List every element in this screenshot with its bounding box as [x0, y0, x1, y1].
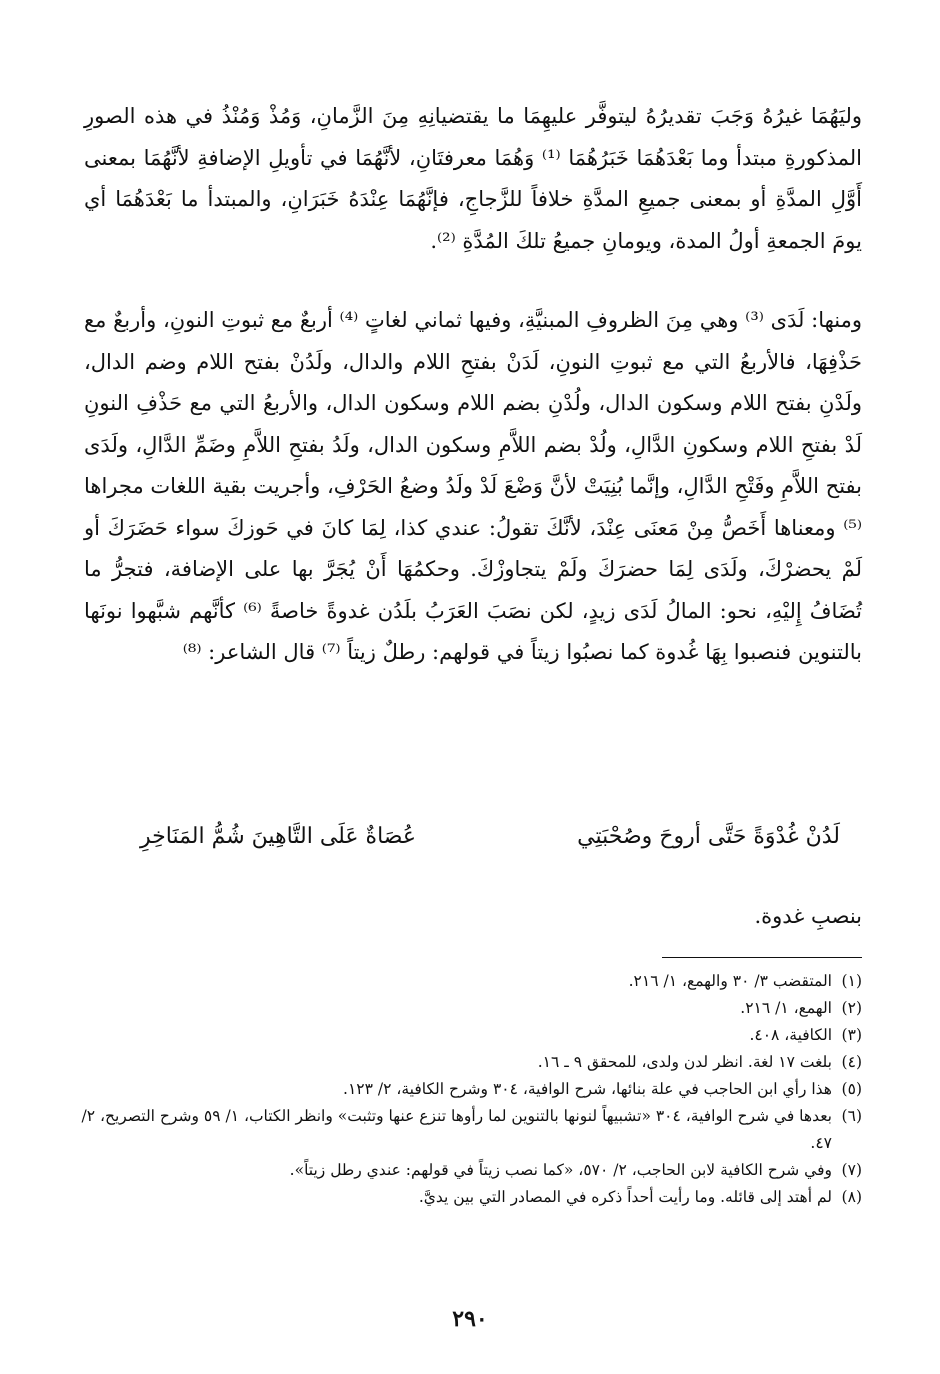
- footnote-6: [78, 1103, 862, 1157]
- footnote-text: الكافية، ٤٠٨.: [749, 1026, 832, 1044]
- poem-verse: [140, 824, 840, 870]
- after-poem-note: بنصبِ غدوة.: [754, 904, 862, 928]
- paragraph-2: ومنها: لَدَى ⁽³⁾ وهي مِنَ الظروفِ المبنيَّةِ، وفيها ثماني لغاتٍ ⁽⁴⁾ أربعٌ مع ثبوتِ النونِ، وأربعٌ مع حَذْفِهَا، فالأربعُ التي مع ثبوتِ النونِ، لَدَنْ بفتحِ اللام والدال، ولَدُنْ بفتح اللام وضم الدال، ولَدْنِ بفتح اللام وسكون الدال، ولُدْنِ بضم اللام وسكون الدال، والأربعُ التي مع حَذْفِ النونِ لَدْ بفتحِ اللام وسكونِ الدَّالِ، ولُدْ بضم اللاَّمِ وسكون الدال، ولَدُ بفتحِ اللاَّمِ وضَمِّ الدَّالِ، ولَدَى بفتح اللاَّمِ وفَتْحِ الدَّالِ، وإنَّما بُنِيَتْ لأنَّ وَضْعَ لَدْ ولَدُ وضعُ الحَرْفِ، وأجريت بقية اللغات مجراها ⁽⁵⁾ ومعناها أَخَصُّ مِنْ مَعنَى عِنْدَ، لأنَّكَ تقولُ: عندي كذا، لِمَا كانَ في حَوزكَ سواء حَضَرَكَ أو لَمْ يحضرْكَ، ولَدَى لِمَا حضرَكَ ولَمْ يتجاوزْكَ. وحكمُهَا أَنْ يُجَرَّ بها على الإضافة، فتجرُّ ما تُضَافُ إِليْهِ، نحو: المالُ لَدَى زيدٍ، لكن نصَبَ العَرَبُ بلَدُن غدوةً خاصةً ⁽⁶⁾ كأنَّهم شبَّهوا نونَها بالتنوين فنصبوا بِهَا غُدوة كما نصبُوا زيتاً في قولهم: رطلٌ زيتاً ⁽⁷⁾ قال الشاعر: ⁽⁸⁾: [84, 308, 863, 664]
- poem-first-hemistich: لَدُنْ غُدْوَةً حَتَّى أروحَ وصُحْبَتِي: [577, 824, 840, 849]
- footnotes-list: [78, 968, 862, 1211]
- footnote-text: بلغت ١٧ لغة. انظر لدن ولدى، للمحقق ٩ ـ ١٦.: [537, 1053, 832, 1071]
- footnote-text: الهمع، ١/ ٢١٦.: [740, 999, 832, 1017]
- footnote-8: [78, 1184, 862, 1211]
- footnote-text: لم أهتد إلى قائله. وما رأيت أحداً ذكره في المصادر التي بين يديَّ.: [418, 1188, 832, 1206]
- footnote-number: (٨): [841, 1188, 862, 1206]
- footnote-4: [78, 1049, 862, 1076]
- footnote-divider: [662, 957, 862, 958]
- footnote-5: [78, 1076, 862, 1103]
- footnote-number: (٧): [841, 1161, 862, 1179]
- footnote-3: [78, 1022, 862, 1049]
- footnote-number: (١): [841, 972, 862, 990]
- footnote-number: (٥): [841, 1080, 862, 1098]
- footnote-1: [78, 968, 862, 995]
- footnote-number: (٤): [841, 1053, 862, 1071]
- page-number: ٢٩٠: [452, 1306, 488, 1332]
- footnote-number: (٢): [841, 999, 862, 1017]
- paragraph-1: وليَهُمَا غيرُهُ وَجَبَ تقديرُهُ ليتوفَّر عليهِمَا ما يقتضيانِهِ مِنَ الزَّمانِ، وَمُذْ وَمُنْذُ في هذه الصورِ المذكورةِ مبتدأ وما بَعْدَهُمَا خَبَرُهُمَا ⁽¹⁾ وَهُمَا معرفتَانِ، لأنَّهُمَا في تأويلِ الإضافةِ لأنَّهُمَا بمعنى أَوَّلِ المدَّةِ أو بمعنى جميعِ المدَّةِ خلافاً للزَّجاجِ، فإنَّهُمَا عِنْدَهُ خَبَرَانِ، والمبتدأ ما بَعْدَهُمَا أي يومَ الجمعةِ أولُ المدة، ويومانِ جميعُ تلكَ المُدَّةِ ⁽²⁾.: [84, 104, 862, 253]
- footnote-number: (٣): [841, 1026, 862, 1044]
- footnote-number: (٦): [841, 1107, 862, 1125]
- poem-second-hemistich: عُصَاةٌ عَلَى التَّاهِينَ شُمُّ المَنَاخِرِ: [140, 824, 416, 849]
- footnote-text: المتقضب ٣/ ٣٠ والهمع، ١/ ٢١٦.: [628, 972, 832, 990]
- footnote-2: [78, 995, 862, 1022]
- footnote-7: [78, 1157, 862, 1184]
- footnote-text: هذا رأي ابن الحاجب في علة بنائها، شرح الوافية، ٣٠٤ وشرح الكافية، ٢/ ١٢٣.: [343, 1080, 832, 1098]
- footnote-text: وفي شرح الكافية لابن الحاجب، ٢/ ٥٧٠، «كما نصب زيتاً في قولهم: عندي رطل زيتاً».: [289, 1161, 832, 1179]
- footnote-text: بعدها في شرح الوافية، ٣٠٤ «تشبيهاً لنونها بالتنوين لما رأوها تنزع عنها وتثبت» وانظر الكتاب، ١/ ٥٩ وشرح التصريح، ٢/ ٤٧.: [81, 1107, 832, 1152]
